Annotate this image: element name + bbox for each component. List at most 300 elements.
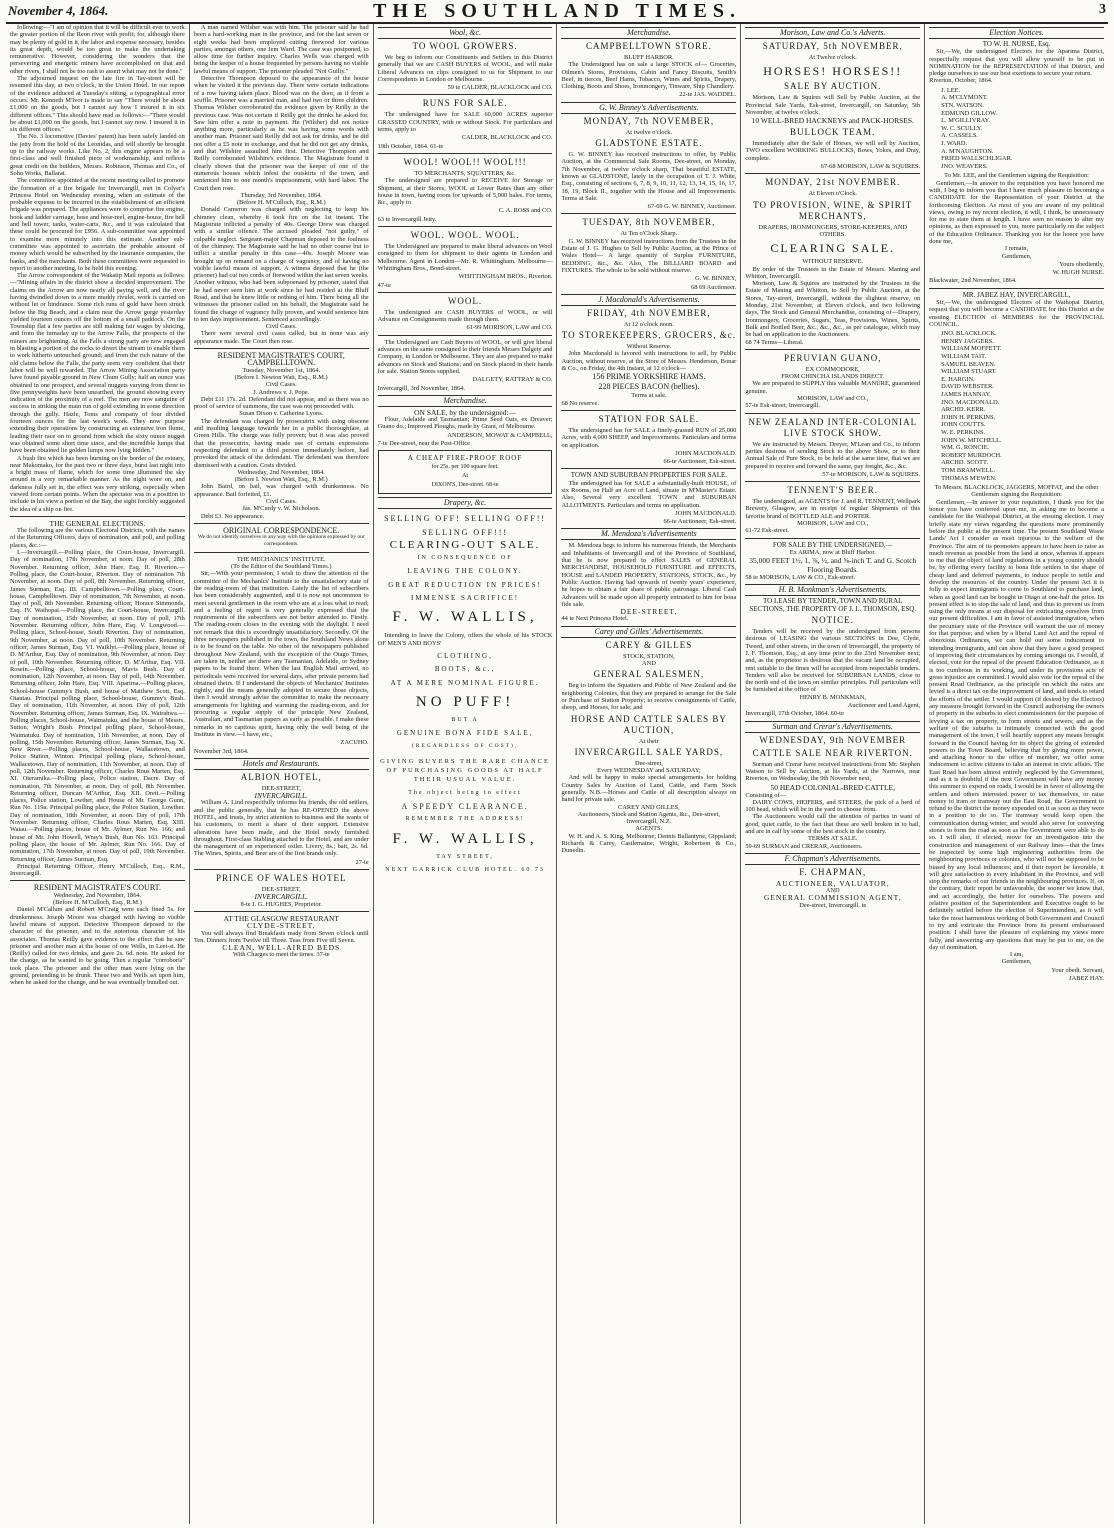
ad-ref: 7-te Dee-street, near the Post-Office: [377, 439, 470, 447]
divider: [378, 94, 553, 95]
ad-heading: CLEARING SALE.: [770, 241, 896, 256]
ad-heading: TUESDAY, 8th NOVEMBER,: [582, 217, 716, 228]
letter-body: Sir,—We, the undersigned Electors for the Aparima District, respectfully request that you will allow yourself to be put in NOMINATION for the REPRESENTATION of that District, and pledge ourselves to use our best exertions to secure your return.: [929, 48, 1104, 78]
ad-heading: CATTLE SALE NEAR RIVERTON.: [752, 747, 913, 758]
divider: [378, 226, 553, 227]
news-paragraph: Debt £3. No appearance.: [200, 512, 265, 520]
court-date: Thursday, 3rd November, 1864.: [240, 191, 322, 199]
ad-body: The Undersigned are prepared to make liberal advances on Wool consigned to them for shipment to their agents in London and Melbourne. Agent in London—Mr. R. Whittingham. Melbourne—Whittingham Bros., Bond-street.: [377, 243, 553, 272]
divider: [194, 869, 369, 870]
ad-address: Dee-street, Invercargill. te: [799, 901, 867, 909]
court-before: (Before H. M'Culloch, Esq., R.M.): [52, 899, 142, 907]
letter-closing: Gentlemen,: [1001, 958, 1032, 966]
ad-body: Morison, Law & Squires will Sell by Public Auction, at the Provincial Sale Yards, Esk-street, Invercargill, on Saturday, 5th November, at twelve o'clock,: [745, 94, 921, 116]
ad-terms: TERMS AT SALE.: [808, 835, 858, 843]
ad-heading: TO STOREKEEPERS, GROCERS, &c.: [561, 330, 736, 341]
ad-subheading: AND: [641, 660, 656, 668]
signatory: J. LEE.: [941, 86, 961, 94]
case-title: Susan Dixon v. Catherine Lyons.: [239, 410, 324, 418]
signatory: WILLIAM STUART.: [941, 368, 997, 376]
news-paragraph: The adjourned inquest on the late fire in Tay-street will be resumed this day, at two o'clock, in the Union Hotel. In our report of the evidence adduced at Tuesday's sitting, a typographical error occurs. Mr. Kenneth M'Ivor is made to say "There would be about £1,000 on the goods, but I cannot say how I insured it in six different offices." This should have read as follows:—"There would be about £1,000 on the goods, but I cannot say now. I insured it in six different offices.": [10, 75, 185, 134]
divider: [745, 413, 920, 414]
ad-heading: MONDAY, 7th NOVEMBER,: [583, 115, 715, 126]
ad-item: 156 PRIME YORKSHIRE HAMS.: [592, 372, 706, 382]
signatory: STN. WATSON.: [941, 101, 984, 109]
ad-subheading: At Ten o'Clock Sharp.: [620, 230, 678, 238]
ad-heading: ALBION HOTEL,: [240, 771, 322, 782]
page-number: 3: [1099, 2, 1106, 17]
signatory: THOMAS M'EWEN.: [941, 474, 997, 482]
signatory: WM. G. RONCIE.: [941, 444, 990, 452]
ad-signature: WHITTINGHAM BROS., Riverton.: [458, 273, 553, 281]
ad-subheading: EX COMMODORE,: [805, 365, 860, 373]
signatory: JAMES HANNAY.: [941, 391, 991, 398]
court-before: (Before I. Newton Watt, Esq., R.M.): [234, 373, 328, 381]
ad-ref: 47-te: [377, 281, 391, 289]
news-paragraph: There were several civil cases called, but in none was any appearance made. The Court then rose.: [193, 330, 369, 345]
divider: [378, 292, 553, 293]
ad-body: The undersigned has for SALE a substantially-built HOUSE, of six Rooms, on Half an Acre of Land, situate in M'Master's Estate. Also, Several very excellent TOWN and SUBURBAN ALLOTMENTS. Particulars and terms on application.: [561, 479, 737, 509]
ad-signature: DIXON'S, Dee-street. 68-te: [431, 482, 499, 489]
ad-line: CLEARING-OUT SALE.: [389, 538, 541, 551]
ad-body: Surman and Crerar have received instructions from Mr. Stephen Watson to Sell by Auction, at his Yards, at the Narrows, near Riverton, on Wednesday, the 9th November next,: [745, 760, 921, 783]
ad-line: IN CONSEQUENCE OF: [417, 555, 513, 562]
ad-signature: MORISON, LAW and CO.,: [797, 519, 869, 527]
letter-to: TO W. H. NURSE, Esq.: [982, 40, 1051, 48]
divider: [378, 335, 553, 336]
signatory: JOHN H. PERKINS.: [941, 413, 996, 421]
ad-subheading: At Eleven o'Clock.: [808, 190, 857, 198]
signatory: J. WARD.: [941, 139, 968, 147]
divider: [561, 213, 736, 214]
divider: [929, 288, 1104, 289]
letter-closing: I remain,: [1005, 245, 1029, 253]
ad-heading: PRINCE OF WALES HOTEL: [215, 873, 347, 884]
ad-signature: 22-te JAS. WADDEL.: [679, 91, 737, 99]
subheading: Civil Cases.: [265, 323, 297, 331]
ad-heading: TO LEASE BY TENDER, TOWN AND RURAL SECTIONS, THE PROPERTY OF J. L. THOMSON, ESQ.: [749, 597, 917, 613]
signatory: JOHN W. MITCHELL.: [941, 436, 1002, 444]
ad-signature: CALDER, BLACKLOCK and CO.: [461, 134, 553, 142]
signatory-list: [941, 87, 1104, 171]
ad-heading: INVERCARGILL SALE YARDS,: [574, 746, 724, 757]
court-before: (Before H. M'Culloch, Esq., R.M.): [236, 199, 326, 207]
ad-signature: ANDERSON, MOWAT & CAMPBELL,: [447, 431, 553, 439]
ad-ref: 68 69 Auctioneer.: [691, 283, 737, 291]
ad-body: G. W. BINNEY has received instructions to offer, by Public Auction, at the Commercial Sale Rooms, Dee-street, on Monday, 7th November, at twelve o'clock sharp, That beautiful ESTATE, known as GLADSTONE, lately in the occupation of T. J. White, Esq., consisting of sections 6, 7, 8, 9, 10, 11, 12, 13, 14, 15, 16, 17, 18, 19, Block II., together with the House and all Improvements. Terms at Sale.: [561, 151, 737, 202]
ad-subheading: STOCK, STATION,: [623, 652, 675, 660]
ad-body: M. Mendoza begs to inform his numerous friends, the Merchants and Inhabitants of Invercargill and of the Province of Southland, that he is now prepared to effect SALES of GENERAL MERCHANDISE, HOUSEHOLD FURNITURE and EFFECTS, HOUSE and LANDED PROPERTY, STATIONS, STOCK, &c., by Public Auction. Having had upwards of twenty years' experience, he hopes to obtain a fair share of public patronage. Liberal Cash Advances will be made upon all property entrusted to him for bona fide sale.: [561, 542, 737, 608]
ad-subheading: for 25s. per 100 square feet.: [431, 464, 499, 471]
letter-body: Gentlemen,—In answer to your requisition, I thank you for the honor you have conferred upon me, in asking me to become a candidate for the Waihopai District, at the ensuing election. I may briefly state my views regarding the questions more prominently before the public at the present time. The present Southland Waste Lands' Act I consider as most injurious to the welfare of the Province. The aim of its promoters appears to have been to raise as much revenue as possible from the land at once, whereas it appears to me that the object of land regulations in a young country should be, by offering every facility to bona fide settlers in the shape of cheap land and deferred payments, to induce people to settle and develop the resources of the country. Under the present Act it is folly to expect immigrants to come to Southland to purchase land, when as good land can be bought in Otago at one-half the price. Its present effect is to stop the sale of land, and thus to prevent us from using the only means at our disposal for extricating ourselves from our present difficulties. I am in favor of assisted immigration, when the pecuniary state of the Province will warrant the use of money for that purpose; and when by a liberal Land Act and the repeal of obnoxious Ordinances, we can hold out some inducement to intending immigrants, and can show that they have a good prospect of improving their circumstances by coming amongst us. I would, if elected, vote for the repeal of the present Education Ordinance, as it is too cumbrous in its working, and under its provisions acts of gross injustice are committed. I would also vote for the repeal of the present Road Ordinance, as the principle on which the rates are levied is a direct tax on the improvement of land, and tends to retard the efforts of the settler. I would support (if desired by the Electors) any measure brought forward in the Council authorising the owners of property in the suburbs to elect commissioners for the purpose of levying a tax on property, to form streets and sewers; and as the welfare of the suburbs is intimately connected with the good management of the town, I will heartily support any means brought forward in the Council having for its object the giving of extended powers to the Town Board, believing that by giving more power, and attaching honor to the office of member, we offer some inducement to active citizens to take an interest in civic affairs. The East Road has been almost entirely neglected by the Government, and as it is doubtful if the next Government will have any money this summer to expend on roads, I would be in favor of allowing the settlers and others interested power to tax themselves, or raise money to tram or tramway out the East Road, the Government to refund to the district the money expended on it as soon as they were in a position to do so. The tramway would keep open the communication during winter, and would also serve for conveying stones to form the road as soon as the Government were able to do so. I will also, if elected, move for an investigation into the construction and management of our Railway lines—that the lines be inspected by some high engineering authorities from the neighbouring provinces or colonies, who will not be supposed to be biased by any local influences; and if their report be favorable, it will give satisfaction to every inhabitant in the Province, and will stop the remarks of our friends in the neighbouring provinces. If, on the contrary, their report be unfavorable, the sooner we know that, and act accordingly, the better for ourselves. The powers and relative position of the Superintendent and Executive ought to be definitely settled before the election of Superintendent, as it will take the most harmonious working of both Government and Council to try and extricate the Province from its present embarrassed position. I shall have the pleasure of explaining my views more fully, and answering any questions that may be put to me, on the day of nomination.: [929, 498, 1104, 951]
ad-heading: SATURDAY, 5th NOVEMBER,: [762, 41, 903, 51]
ad-body: Consisting of—: [745, 791, 786, 799]
section-header: F. Chapman's Advertisements.: [745, 853, 920, 865]
disclaimer: We do not identify ourselves in any way with the opinions expressed by our correspondents.: [197, 534, 365, 548]
ad-heading: TENNENT'S BEER.: [787, 485, 879, 496]
ad-ref: 68 74 Terms—Liberal.: [745, 338, 804, 346]
section-header: M. Mendoza's Advertisements: [561, 528, 736, 540]
ad-signature: 67-68 MORISON, LAW & SQUIRES.: [820, 163, 921, 171]
ad-subheading: AGENTS:: [635, 825, 663, 833]
ad-line: TAY STREET,: [436, 853, 494, 860]
ad-ref: 27-te: [355, 858, 369, 866]
ad-body: The undersigned are prepared to RECEIVE for Storage or Shipment, at their Stores, WOOL at Lower Rates than any other house in town, having room for upwards of 5,000 bales. For terms, &c., apply to: [377, 177, 553, 207]
signatory: A. M'CLYMONT.: [941, 94, 988, 102]
section-header: Wool, &c.: [378, 27, 553, 39]
section-header: Carey and Gilles' Advertisements.: [561, 626, 736, 638]
section-header: Morison, Law and Co.'s Adverts.: [745, 27, 920, 39]
ad-address: DEE-STREET,: [261, 784, 301, 792]
divider: [194, 523, 369, 524]
ad-subheading: AUCTIONEER, VALUATOR,: [775, 878, 890, 888]
ad-heading: ON SALE, by the undersigned:—: [414, 407, 516, 417]
section-header: Election Notices.: [929, 27, 1104, 39]
divider: [745, 538, 920, 539]
column-1: [6, 24, 190, 1524]
ad-heading: AT THE GLASGOW RESTAURANT: [223, 913, 339, 923]
column-3: [374, 24, 558, 1524]
ad-line: REMEMBER THE ADDRESS!: [405, 816, 525, 823]
letter-signature: W. HUGH NURSE.: [1052, 269, 1104, 277]
news-paragraph: Daniel M'Callum and Robert M'Craig were each fined 5s. for drunkenness. Joseph Moore was charged with having no visible lawful means of support. Detective Thompson deposed to the character of the prisoner, and to the notorious character of his associates. Thomas Reilly gave evidence to the effect that he saw prisoner and another man at the house of one Wells, in Leet-st. He (Reilly) called for two drinks, and gave 2s. 6d. note. He asked for the change, as he wanted to be going. Then a regular "corroboris" took place. The prisoner and the other man were lying on the ground, pretending to be drunk. These two and Wells set upon him, when he asked for the change, and he was eventually bundled out.: [10, 906, 185, 987]
news-paragraph: The No. 3 locomotive (Davies' patent) has been safely landed on the jetty from the hold of the Leonidas, and will shortly be brought up to the railway works. Like No. 2, this engine appears to be a first-class and well finished piece of workmanship, and reflects great credit on the builders, Messrs. Robinson, Thomas and Co., of Soho Works, Ballarat.: [10, 133, 185, 177]
ad-subheading: AND: [825, 887, 840, 895]
signatory: WILLIAM MOFFETT.: [941, 345, 1002, 353]
ad-body: We are prepared to SUPPLY this valuable MANURE, guaranteed genuine.: [745, 380, 921, 395]
ad-heading: FRIDAY, 4th NOVEMBER,: [587, 307, 711, 318]
ad-line: F. W. WALLIS,: [392, 609, 538, 626]
letter-signature: JABEZ HAY.: [1069, 975, 1104, 983]
section-header: J. Macdonald's Advertisements.: [561, 294, 736, 306]
signatory: DAVID WEBSTER.: [941, 383, 994, 391]
signatory: ARCHD. KERR.: [941, 406, 986, 414]
ad-heading: GLADSTONE ESTATE.: [595, 138, 703, 149]
letter-to: (To the Editor of the Southland Times.): [230, 563, 332, 571]
ad-heading: MONDAY, 21st NOVEMBER.: [765, 177, 901, 188]
section-header: Merchandise.: [378, 395, 553, 407]
ad-line: (REGARDLESS OF COST),: [411, 743, 519, 750]
signatory: A. M'NAUGHTON.: [941, 147, 994, 155]
ad-heading: WEDNESDAY, 9th NOVEMBER: [759, 734, 907, 745]
news-paragraph: following:—"I am of opinion that it will be difficult ever to work the greater portion of the Reon river with profit; for, although there may be plenty of gold in it, the labor and expense necessary, besides its great depth, would be too great to make the undertaking remunerative. However, considering the wonders that the persevering and energetic miners have accomplished on that and other rivers, I shall not be too rash to assert what may not be done.": [10, 24, 185, 75]
ad-signature: Auctioneers, Stock and Station Agents, &c., Dee-street, Invercargill, N.Z.: [577, 810, 720, 826]
ad-body: Morison, Law & Squires are instructed by the Trustees in the Estate of Maning and Whitton, to Sell by Public Auction, at the Stores, Tay-street, Invercargill, without the slightest reserve, on Monday, 21st November, at Eleven o'clock, and two following days, The Stock and General Merchandise, consisting of—Drapery, Ironmongery, Groceries, Sugars, Teas, Provisions, Wines, Spirits, Bulk and Bottled Beer, &c., &c., &c., as per catalogue, which may be had on application to the Auctioneers.: [745, 280, 921, 339]
ad-heading: TO WOOL GROWERS.: [412, 41, 518, 51]
ad-signature: 59 te CALDER, BLACKLOCK and CO.: [447, 84, 553, 92]
court-date: Wednesday, 2nd November, 1864.: [53, 891, 142, 899]
roof-ad-box: [378, 450, 553, 494]
ad-body: DAIRY COWS, HEIFERS, and STEERS, the pick of a herd of 100 head, which will be in the yard to choose from.: [745, 798, 921, 814]
ad-body: Tenders will be received by the undersigned from persons desirous of LEASING the various SECTIONS in Doe, Clyde, Tweed, and other streets, in the town of Invercargill, the property of J. F. Thomson, Esq., at any time prior to the 23rd November next; and, as the proprietor is desirous that the vacant land be occupied, rent suitable to the times will be accepted from respectable tenders. Tenders will also be received for SUBURBAN LANDS, close to the north end of the town on similar principles. Full particulars will be furnished at the office of: [745, 628, 921, 694]
ad-ref: 63 te Invercargill Jetty.: [377, 215, 437, 223]
signatory: E. HARGIN.: [941, 375, 975, 383]
ad-heading: FOR SALE BY THE UNDERSIGNED,—: [772, 540, 893, 549]
ad-subheading: DRAPERS, IRONMONGERS, STORE-KEEPERS, AND OTHERS.: [758, 223, 908, 238]
ad-body: And will be happy to make special arrangements for holding Country Sales by Auction of Land, Cattle, and Farm Stock generally. N.B.—Horses and Cattle of all description always on hand for private sale.: [561, 774, 737, 804]
signatory: FRIED WALLSCHLIGAR.: [941, 155, 1013, 163]
ad-at: At: [462, 473, 469, 480]
issue-date: November 4, 1864.: [8, 3, 109, 18]
signatory: A. CASSELS.: [941, 132, 978, 140]
ad-subheading: GENERAL COMMISSION AGENT,: [763, 893, 902, 903]
article-heading: ORIGINAL CORRESPONDENCE.: [223, 525, 340, 535]
ad-line: NO PUFF!: [415, 693, 515, 710]
letter-signature: ZACUHO.: [340, 739, 369, 747]
signatory: ROBERT MURDOCH.: [941, 451, 1002, 459]
ad-subheading: Ex ARIMA, now at Bluff Harbor.: [789, 548, 876, 556]
ad-signature: JOHN MACDONALD.: [675, 509, 737, 517]
section-header: G. W. Binney's Advertisements.: [561, 102, 736, 114]
ad-body: William A. Lind respectfully informs his friends, the old settlers, and the public generally, that he has RE-OPENED the above HOTEL, and trusts, by strict attention to business and the wants of his customers, to merit a share of their support. Extensive alterations have been made, and the Hotel newly furnished throughout. First-class Stabling attached to the Hotel, and are under the management of an experienced ostler. Livery, 8s.; bait, 2s. 6d. The Wines, Spirits, and Beer are of the first brands only.: [193, 799, 369, 858]
ad-subheading: Every WEDNESDAY and SATURDAY;: [597, 767, 701, 775]
signatory: EDMUND GILLOW.: [941, 109, 997, 117]
signatory: L. M'GILLIVRAY.: [941, 117, 991, 125]
news-paragraph: The committee appointed at the recent meeting called to promote the formation of a fire brigade for Invercargill, met in Colyer's Princess Hotel on Wednesday evening, when an estimate of the probable expense to be incurred in the establishment of an efficient brigade was prepared. The appliances were to comprise fire engine, hook and ladder carriage, hose and hose-reel, engine-house, fire bell and bell tower, tanks, water-carts, &c., and it was calculated that these could be procured for £956. A sub-committee was appointed to examine more minutely into this estimate. Another sub-committee was appointed to ascertain the probable amount of money which would be subscribed by the insurance companies, the banks, and the merchants. Both these committees were requested to report to another meeting, to be held this evening.: [10, 177, 185, 272]
ad-subheading: At 12 o'clock noon.: [623, 320, 674, 328]
ad-line: NEXT GARRICK CLUB HOTEL. 60 73: [385, 866, 545, 873]
ad-body: Flour, Adelaide and Tasmanian; Prime Seed Oats, ex Dreaver; Guano do.; Improved Ploughs, made by Grant, of Melbourne.: [377, 416, 553, 431]
divider: [745, 349, 920, 350]
column-4: [557, 24, 741, 1524]
ad-signature: DALGETY, RATTRAY & CO.: [472, 376, 553, 384]
ad-body: The Undersigned has on sale a large STOCK of— Groceries, Oilmen's Stores, Provisions, Cabin and Fancy Biscuits, Smith's Beef, in tierces, Beef Hams, Tobacco, Wines and Spirits, Drapery, Clothing, Boots and Shoes, Ironmongery, Tinware, Ship Chandlery.: [561, 61, 737, 91]
ad-signature: 57-te MORISON, LAW & SQUIRES.: [822, 470, 921, 478]
ad-item: 10 WELL-BRED HACKNEYS and PACK-HORSES.: [751, 116, 914, 126]
ad-subheading: Without Reserve.: [626, 343, 672, 351]
ad-body: By order of the Trustees in the Estate of Messrs. Maning and Whitton, Invercargill.: [745, 265, 921, 280]
ad-body: The undersigned has for SALE a finely-grassed RUN of 25,000 Acres, with 4,000 SHEEP, and Improvements. Particulars and terms on application.: [561, 426, 737, 449]
ad-signature: G. W. BINNEY,: [695, 275, 737, 283]
signatory: SAMUEL BEAVEN.: [941, 360, 996, 368]
signatory: JNO. MACDONALD.: [941, 398, 1000, 406]
section-header: H. B. Monkman's Advertisements.: [745, 584, 920, 596]
divider: [745, 173, 920, 174]
divider: [378, 153, 553, 154]
news-paragraph: The defendant was charged by prosecutrix with using obscene and insulting language towards her in a public thoroughfare, at Green Hills. The charge was fully proven; but it was also proved that the prosecutrix, having made use of certain expressions respecting defendant to a third person immediately before, had provoked the attack of the defendant. The defendant was therefore dismissed with a caution. Costs divided.: [193, 417, 369, 469]
letter-closing: Yours obediently,: [1059, 260, 1104, 268]
ad-subheading: At Twelve o'clock.: [808, 54, 857, 61]
ad-body: G. W. BINNEY has received instructions from the Trustees in the Estate of J. G. Hughes to Sell by Public Auction, at the Prince of Wales Hotel— A large quantity of Surplus FURNITURE, BEDDING, &c., &c. Also, The BILLIARD BOARD and FIXTURES. The whole to be sold without reserve.: [561, 237, 737, 274]
ad-item: 228 PIECES BACON (bellies).: [598, 382, 700, 392]
ad-signature: 61-99 MORISON, LAW and CO.: [466, 324, 553, 332]
ad-ref: 68 No reserve.: [561, 399, 599, 407]
ad-subheading: WITHOUT RESERVE.: [802, 258, 864, 266]
divider: [745, 481, 920, 482]
case-title: J. Andrews v. J. Pope.: [253, 388, 310, 396]
news-paragraph: A man named Wilsher was with him. The prisoner said he had been a hard-working man in the province, and for the last seven or eight weeks had been employed cutting firewood for various parties, amongst others, one Jem Ward. The case was postponed, to allow time for further inquiry. Charles Wells was charged with being the keeper of a house frequented by persons having no visible lawful means of support. The prisoner pleaded "Not Guilty.": [193, 24, 369, 75]
ad-heading: TO PROVISION, WINE, & SPIRIT MERCHANTS,: [753, 199, 913, 221]
ad-body: The Undersigned are Cash Buyers of WOOL, or will give liberal advances on the same consigned to their friends Messrs Dalgety and Company, in London or Melbourne. They are also prepared to make advances on Stock and Stations; and on Stock placed in their hands for sale. Station Stores supplied.: [377, 338, 553, 375]
news-paragraph: I.—Invercargill.—Polling place, the Court-house, Invercargill. Day of nomination, 17th November, at noon. Day of poll, 28th November. Returning officer, John Hare, Esq. II. Riverton.—Polling place, the Court-house, Riverton. Day of nomination 7th November, at noon. Day of poll, 8th November. Returning officer, James Surman, Esq. III. Campbelltown.—Polling place, Court-house, Campbelltown. Day of nomination, 7th November, at noon. Day of poll, 8th November. Returning officer, Horace Simmonds, Esq. IV. Waihopai.—Polling place, the Court-house, Invercargill. Day of nomination, 15th November, at noon. Day of poll, 17th November. Returning officer, John Hare, Esq. V. Longwood.—Polling place, School-house, South Riverton. Day of nomination, 9th November, at noon. Day of poll, 10th November. Returning officer, James Surman, Esq. VI. Waiklyt.—Polling place, house of D. M'Arthur, Esq. Day of nomination, 9th November, at noon. Day of poll, 10th November. Returning officer, D. M'Arthur, Esq. VII. Rosein.—Polling place, School-house, Mavis Bush. Day of nomination, 12th November, at noon. Day of poll, 14th November. Returning officer, John Hare, Esq. VIII. Aparima.—Polling places, School-house Gummy's Bush, and house of Matthew Scott, Esq. Otautau. Principal polling place, School-house, Gummy's Bush. Day of nomination, 11th November, at noon. Day of poll, 12th November. Returning officer, James Surman, Esq. IX. Wairahwa.—Polling places, School-house, Waimatuku, and the house of Messrs. Sutton, Wright's Bush. Principal polling place, School-house, Waimatuku. Day of nomination, 11th November, at noon. Day of polling, 15th November. Returning officer, James Surman, Esq. X. New River.—Polling places, School-house, Wallacetown, and Police Station, Winton. Principal polling place, School-house, Wallacetown. Day of nomination, 11th November, at noon. Day of poll, 12th November. Returning officer, Charles Rous Marten, Esq. XI. Oteramika.—Polling place, Police station, Dacre. Day of nomination, 7th November, at noon. Day of poll, 8th November. Returning officer, Duncan M'Arthur, Esq. XII. Oreti.—Polling places, Police station, Lowther, and House of Mr. George Gunn, Run No. 119a. Principal polling place, the Police Station, Lowther. Day of nomination, 18th November, at noon. Day of poll, 17th November. Returning officer, Charles Rous Marten, Esq. XIII. Waiau.—Polling places, house of Mr. Aylmer, Run No. 166; and house of Mr. John Howell, Wray's Bush, Run No. 163. Principal polling place, the house of Mr. Aylmer, Run No. 166. Day of nomination, 17th November, at noon. Day of poll, 19th November. Returning officer, James Surman, Esq.: [10, 549, 185, 863]
ad-body: You will always find Breakfasts ready from Seven o'clock until Ten. Dinners from Twelve till Three. Teas from Five till Seven.: [193, 929, 369, 944]
ad-subheading: TO MERCHANTS, SQUATTERS, &c.: [414, 169, 516, 177]
ad-date: Invercargill, 17th October, 1864. 60-te: [745, 710, 844, 718]
ad-signature: Auctioneer and Land Agent,: [847, 702, 921, 710]
signatory: JOHN COUTTS.: [941, 421, 986, 429]
divider: [194, 348, 369, 349]
ad-subheading: At twelve o'clock.: [625, 128, 673, 136]
divider: [561, 468, 736, 469]
ad-line: CLOTHING,: [437, 651, 493, 660]
ad-ref: 61-72 Esk-street.: [745, 527, 789, 535]
ad-signature: HENRY B. MONKMAN,: [799, 693, 866, 701]
ad-signature: C. A. ROSS and CO.: [498, 207, 553, 215]
ad-heading: TOWN AND SUBURBAN PROPERTIES FOR SALE.: [570, 471, 727, 480]
ad-address: DEE-STREET,: [620, 607, 678, 617]
article-heading: RESIDENT MAGISTRATE'S COURT, CAMPBELLTOWN.: [217, 351, 345, 368]
ad-signature: 59-69 SURMAN and CRERAR, Auctioneers.: [745, 842, 863, 850]
letter-body: Gentlemen,—In answer to the requisition you have honored me with, I beg to inform you that I have much pleasure in becoming a CANDIDATE for the Representation of your District at the forthcoming Election. As most of you are aware of my political views, owing to my recent election, it will, I think, be unnecessary for me to state them at length. I have seen no reason to alter my opinions, as then expressed to you, more particularly on the subject of the Education Ordinance. Thanking you for the honor you have done me,: [929, 179, 1104, 245]
ad-body: W. H. and A. S. King, Melbourne; Dennis Ballantyne, Gippsland; Richards & Carey, Castlemaine; Wright, Robertson & Co., Dunedin.: [561, 832, 737, 855]
case-title: Jas. M'Curdy v. W. Nicholson.: [242, 505, 321, 513]
ad-body: John Macdonald is favored with instructions to sell, by Public Auction, without reserve, at the Store of Messrs. Henderson, Bonar & Co., on Friday, the 4th instant, at 12 o'clock—: [561, 350, 737, 373]
ad-note: With Charges to meet the times. 37-te: [232, 951, 330, 959]
ad-heading: F. CHAPMAN,: [799, 866, 867, 877]
ad-subheading: At their: [639, 737, 659, 745]
ad-line: GENUINE BONA FIDE SALE,: [396, 729, 534, 738]
wallis-ad: [378, 515, 553, 874]
ad-heading: NOTICE.: [811, 615, 854, 626]
ad-heading: WOOL. WOOL. WOOL.: [410, 230, 520, 241]
court-date: Tuesday, November 1st, 1864.: [242, 366, 321, 374]
ad-date: Invercargill, 3rd November, 1864.: [377, 384, 465, 392]
ad-line: SELLING OFF!!!: [422, 527, 509, 537]
signatory: HENRY JAGGERS.: [941, 337, 994, 345]
ad-heading: SALE BY AUCTION.: [784, 81, 882, 92]
ad-line: The object being to effect: [408, 789, 522, 796]
ad-line: AT A MERE NOMINAL FIGURE.: [390, 678, 540, 687]
ad-heading: STATION FOR SALE.: [598, 413, 700, 424]
columns: [6, 24, 1108, 1524]
subheading: Civil Cases.: [265, 381, 297, 389]
ad-body: We are instructed by Messrs. Dreyer, M'Lean and Co., to inform parties desirous of sending Stock to the above Show, or to their Annual Sale of Pure Stock, to be held at the same time, that we are prepared to receive and forward the same, pay freight, &c., &c.: [745, 440, 921, 470]
news-paragraph: Sir,—With your permission, I wish to draw the attention of the committee of the Mechanics' Institute to the unsatisfactory state of the reading-room of that institution. Lately the list of subscribers has been considerably augmented, and it is now not uncommon to meet several gentlemen in the room who are at a loss what to read; and a feeling of regret is very generally expressed that the requirements of the subscribers are not better attended to. Firstly. The reading-room closes in the evening with the daylight. I need not remark that this is exceedingly unsatisfactory. Secondly. Of the three newspapers published in the town, the Southland News alone is to be found on the table. No other of the newspapers published throughout New Zealand, with the exception of the Otago Times, are taken in, neither are there any Tasmanian, Adelaide, or Sydney papers to be found there. When the last English Mail arrived, no periodicals were received for several days, after private persons had obtained theirs. If I understand the objects of Mechanics' Institutes rightly, and the means generally adopted to secure those objects, then I would strongly advise the committee to make the necessary arrangements for lighting and warming the reading-room, and for procuring a regular supply of the principle New Zealand, Australian, and Tasmanian papers as early as possible. I make these remarks in no captious spirit, having only the well being of the Institute in view.—I have, etc.,: [193, 570, 369, 738]
divider: [561, 410, 736, 411]
ad-body: Beg to inform the Squatters and Public of New Zealand and the neighboring Colonies, that they are prepared to arrange for the Sale or Purchase of Station Property; to receive consignments of Cattle, sheep, and Horses, for sale; and: [561, 682, 737, 712]
news-paragraph: Donald Cameron was charged with neglecting to keep his chimney clean, whereby it took fire on the 1st instant. The Magistrate inflicted a penalty of 40s. George Drew was charged with a similar offence. The accused pleaded "not guilty," of culpable neglect. Sergeant-major Chapman deposed to the foulness of the chimney. The Magistrate said he had no other course but to inflict a similar penalty in this case—40s. Joseph Moore was brought up on remand on a charge of vagrancy, and of having no visible lawful means of support. A witness deposed that he (the prisoner) had cut two cords of firewood within the last seven weeks. Another witness, who had been subpoenaed by prisoner, stated that he had never seen him at work since he had resided at the Bluff Road, and that he knew little or nothing of him. There being all the witnesses the prisoner called on his behalf, the Magistrate said he found the charge of vagrancy fully proven, and would sentence him to ten days imprisonment. Sentenced accordingly.: [193, 206, 369, 323]
court-before: (Before I. Newton Watt, Esq., R.M.): [234, 476, 328, 484]
ad-line: SELLING OFF! SELLING OFF!!: [384, 514, 547, 524]
masthead: [6, 0, 1108, 24]
signatory: JNO. BLACKLOCK.: [941, 330, 997, 338]
ad-heading: CAMPBELLTOWN STORE.: [585, 41, 712, 51]
signatory: W. C. SCULLY.: [941, 124, 983, 132]
ad-ref: 58 te MORISON, LAW & CO., Esk-street.: [745, 574, 856, 582]
ad-address: CLYDE-STREET,: [246, 921, 316, 931]
section-header: Drapery, &c.: [378, 497, 553, 509]
ad-ref: 66-te Auctioneer, Esk-street.: [663, 518, 737, 526]
ad-ref: 66-te Auctioneer, Esk-street.: [663, 458, 737, 466]
column-6: [925, 24, 1108, 1524]
ad-line: BOOTS, &c.,: [434, 665, 496, 674]
ad-body: The Auctioneers would call the attention of parties in want of good, quiet cattle, to the fact that these are well broken in to bail, and are in calf by some of the best stock in the country.: [745, 813, 921, 835]
ad-terms: Terms at sale.: [631, 392, 667, 400]
ad-heading: A CHEAP FIRE-PROOF ROOF: [407, 454, 523, 463]
ad-signature: 67-69 G. W. BINNEY, Auctioneer.: [647, 203, 737, 211]
ad-body: The undersigned are CASH BUYERS of WOOL, or will Advance on Consignments made through them.: [377, 308, 553, 324]
newspaper-title: THE SOUTHLAND TIMES.: [372, 0, 742, 22]
letter-to: To Messrs. BLACKLOCK, JAGGERS, MOFFAT, and the other Gentlemen signing the Requisition:: [934, 484, 1099, 499]
ad-line: IMMENSE SACRIFICE!: [410, 594, 520, 603]
divider: [194, 911, 369, 912]
section-header: Hotels and Restaurants.: [194, 758, 369, 770]
column-5: [741, 24, 925, 1524]
divider: [194, 552, 369, 553]
ad-subheading: BLUFF HARBOR.: [624, 54, 674, 61]
ad-town: INVERCARGILL.: [254, 791, 309, 801]
ad-heading: WOOL.: [447, 295, 483, 306]
ad-address: DEE-STREET,: [261, 886, 301, 894]
letter-to: MR. JABEZ HAY, INVERCARGILL,: [962, 290, 1071, 299]
ad-heading: PERUVIAN GUANO,: [783, 352, 882, 363]
ad-line: BUT A: [451, 716, 479, 723]
section-header: Surman and Crerar's Advertisements.: [745, 721, 920, 733]
ad-heading: CLEAN, WELL-AIRED BEDS: [222, 943, 341, 953]
letter-closing: Your obedt. Servant,: [1051, 966, 1104, 974]
ad-heading: NEW ZEALAND INTER-COLONIAL LIVE STOCK SHOW.: [748, 416, 918, 438]
ad-item: 35,000 FEET 1½, 1, ⅞, ½, and ⅝-inch T. and G. Scotch Flooring Boards.: [749, 556, 917, 575]
ad-line: F. W. WALLIS,: [392, 830, 538, 847]
subheading: Civil Cases.: [265, 498, 297, 505]
ad-body: The undersigned, as AGENTS for J. and R. TENNENT, Wellpark Brewery, Glasgow, are in receipt of regular Shipments of this favorite brand of BOTTLED ALE and PORTER.: [745, 498, 921, 520]
ad-item: 50 HEAD COLONIAL-BRED CATTLE,: [770, 782, 896, 792]
letter-date: November 3rd, 1864.: [193, 747, 249, 755]
signatory: ARCHD. SCOTT.: [941, 459, 989, 467]
ad-line: LEAVING THE COLONY.: [407, 567, 523, 576]
news-paragraph: Principal Returning Officer, Henry M'Culloch, Esq., R.M., Invercargill.: [10, 862, 185, 878]
news-paragraph: Debt £11 17s. 2d. Defendant did not appear, and as there was no proof of service of summons, the case was not proceeded with.: [193, 395, 369, 411]
ad-town: INVERCARGILL.: [254, 892, 309, 902]
court-date: Wednesday, 2nd November, 1864.: [237, 468, 326, 476]
ad-body: We beg to inform our Constituents and Settlers in this District generally that we are CASH BUYERS of WOOL, and will make Liberal Advances on clips consigned to us for Shipment to our Correspondents in London or Melbourne.: [377, 54, 553, 83]
ad-ref: 44 te Next Princess Hotel.: [561, 615, 629, 623]
ad-heading: CAREY & GILLES: [605, 639, 693, 650]
ad-heading: HORSE AND CATTLE SALES BY AUCTION,: [570, 713, 727, 735]
divider: [10, 880, 185, 881]
ad-body: Intending to leave the Colony, offers the whole of his STOCK OF MEN'S AND BOYS': [377, 632, 553, 647]
divider: [10, 516, 185, 517]
ad-proprietor: 8-te J. G. HUGHES, Proprietor.: [240, 900, 322, 908]
ad-date: 19th October, 1864. 61-te: [377, 142, 444, 150]
article-heading: THE MECHANICS' INSTITUTE.: [236, 555, 326, 563]
ad-signature: JOHN MACDONALD.: [675, 449, 737, 457]
news-paragraph: John Baird, on bail, was charged with drunkenness. No appearance. Bail forfeited, £1.: [193, 483, 369, 498]
ad-heading: WOOL! WOOL!! WOOL!!!: [403, 156, 527, 167]
ad-signature: CAREY AND GILLES,: [618, 803, 680, 811]
ad-line: GREAT REDUCTION IN PRICES!: [388, 580, 542, 589]
letter-date: Blackwater, 2nd November, 1864.: [929, 277, 1017, 285]
ad-heading: RUNS FOR SALE.: [422, 98, 508, 109]
ad-heading: BULLOCK TEAM.: [790, 127, 876, 138]
news-paragraph: The following are the various Electoral Districts, with the names of the Returning Officers, days of nomination, and poll, and polling places, &c.:—: [10, 527, 185, 549]
signatory: JNO. WEAVERS.: [941, 162, 988, 170]
ad-body: The undersigned have for SALE 60,000 ACRES superior GRASSED COUNTRY, with or without Stock. For particulars and terms, apply to: [377, 111, 553, 134]
ad-ref: 57-te Esk-street, Invercargill.: [745, 402, 821, 410]
letter-date: Riverton, October, 1864.: [929, 77, 993, 85]
news-paragraph: A bush fire which has been burning on the border of the estuary, near Makomako, for the past two or three days, burst last night into a bright mass of flame, which for some time illumined the sky around in a very remarkable manner. As the night wore on, and darkness fully set in, the effect was very striking, especially when viewed from certain points. When the spectator was in a position to include in his view a portion of the Bay, the sight forcibly suggested the idea of a ship on fire.: [10, 454, 185, 513]
signatory: TOM BRAMWELL.: [941, 466, 995, 474]
ad-subheading: Dee-street,: [634, 759, 663, 767]
section-header: Merchandise.: [561, 27, 736, 39]
ad-heading: GENERAL SALESMEN,: [593, 669, 705, 680]
signatory: W. E. PERKINS.: [941, 428, 986, 436]
letter-closing: I am,: [1009, 951, 1024, 959]
ad-line: GIVING BUYERS THE RARE CHANCE OF PURCHASING GOODS AT HALF THEIR USUAL VALUE.: [380, 757, 550, 783]
letter-body: Sir,—We, the undersigned Electors of the Waihopai District, request that you will become a CANDIDATE for this District at the ensuing ELECTION of MEMBERS for the PROVINCIAL COUNCIL.: [929, 299, 1104, 328]
ad-heading: HORSES! HORSES!!: [763, 64, 903, 79]
letter-to: To Mr. LEE, and the Gentlemen signing the Requisition:: [944, 172, 1089, 180]
